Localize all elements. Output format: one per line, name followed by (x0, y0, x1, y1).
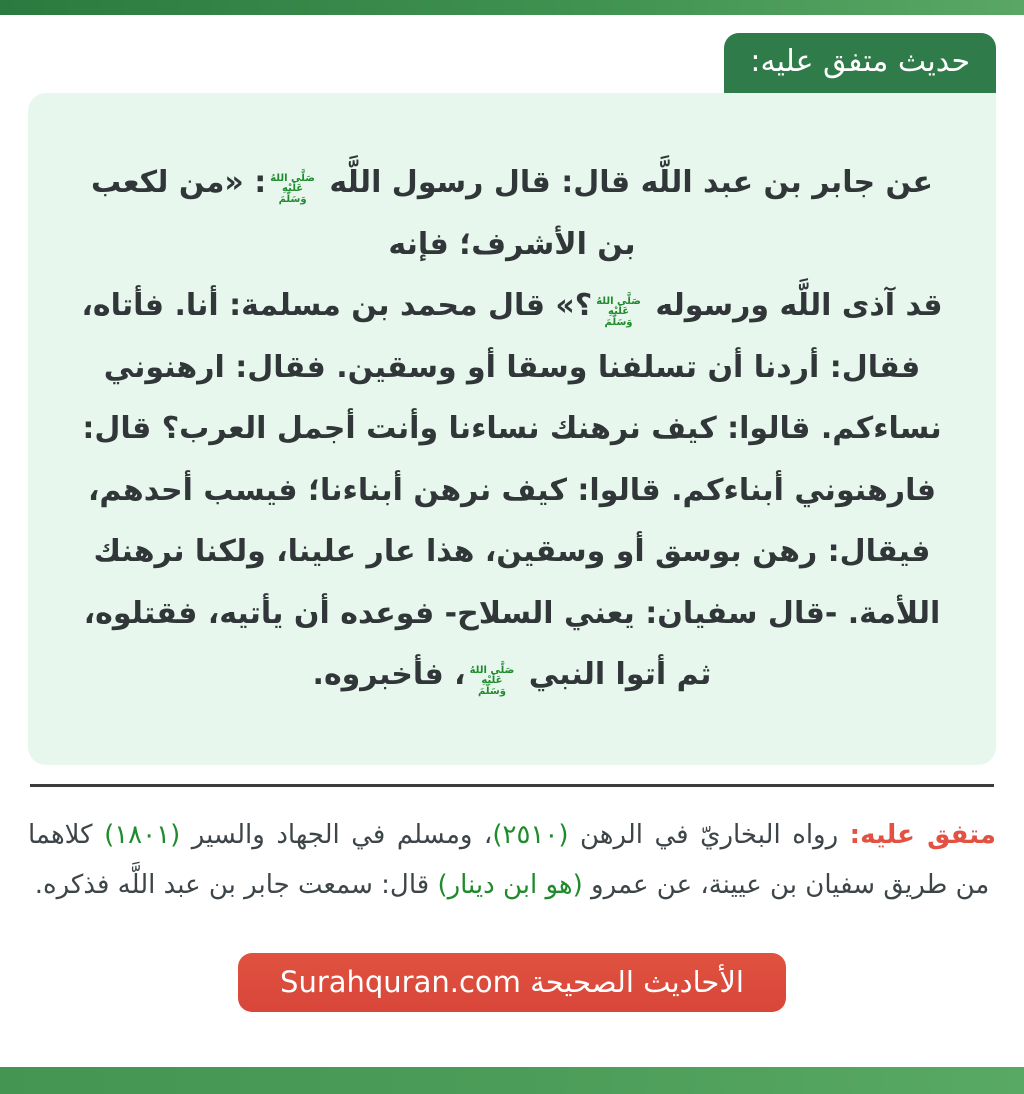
text-segment: كلاهما من طريق سفيان بن عيينة، عن عمرو (28, 820, 990, 900)
reference-highlight: (هو ابن دينار) (437, 869, 583, 900)
divider (30, 784, 994, 787)
saw-symbol: صَلَّى اللهُ عَلَيْهِ وَسَلَّمَ (596, 295, 641, 329)
text-segment: ، ومسلم في الجهاد والسير (180, 820, 493, 850)
takhrij-grade-label: متفق عليه: (849, 820, 996, 850)
text-segment: ؟» قال محمد بن مسلمة: أنا. فأتاه، فقال: أردنا أن تسلفنا وسقا أو وسقين. فقال: ارهنوني نساءكم. قالوا: كيف نرهنك نساءنا وأنت أجمل العرب؟ قال: فارهنوني أبناءكم. قالوا: كيف نرهن أبناءنا؛ فيسب أحدهم، فيقال: رهن بوسق أو وسقين، هذا عار علينا، ولكنا نرهنك اللأمة. -قال سفيان: يعني السلاح- فوعده أن يأتيه، فقتلوه، ثم أتوا النبي (81, 288, 942, 693)
text-segment: قد آذى اللَّه ورسوله (644, 288, 943, 324)
text-segment: عن جابر بن عبد اللَّه قال: قال رسول اللَّه (318, 165, 934, 201)
top-gradient-bar (0, 0, 1024, 15)
bottom-gradient-bar (0, 1067, 1024, 1094)
hadith-type-label: حديث متفق عليه: (724, 33, 996, 93)
reference-highlight: (٢٥١٠) (492, 820, 569, 850)
text-segment: ، فأخبروه. (312, 657, 466, 693)
takhrij-text (28, 811, 996, 911)
reference-highlight: (١٨٠١) (104, 820, 181, 850)
saw-symbol: صَلَّى اللهُ عَلَيْهِ وَسَلَّمَ (270, 172, 315, 206)
saw-symbol: صَلَّى اللهُ عَلَيْهِ وَسَلَّمَ (469, 664, 515, 698)
hadith-text (68, 152, 956, 706)
text-segment: رواه البخاريّ في الرهن (568, 820, 850, 850)
text-segment: قال: سمعت جابر بن عبد اللَّه فذكره. (34, 869, 438, 900)
main-content (0, 15, 1024, 1012)
source-button[interactable]: الأحاديث الصحيحة Surahquran.com (238, 953, 786, 1013)
text-segment: : «من لكعب بن الأشرف؛ فإنه (90, 165, 636, 262)
hadith-box (28, 93, 996, 765)
